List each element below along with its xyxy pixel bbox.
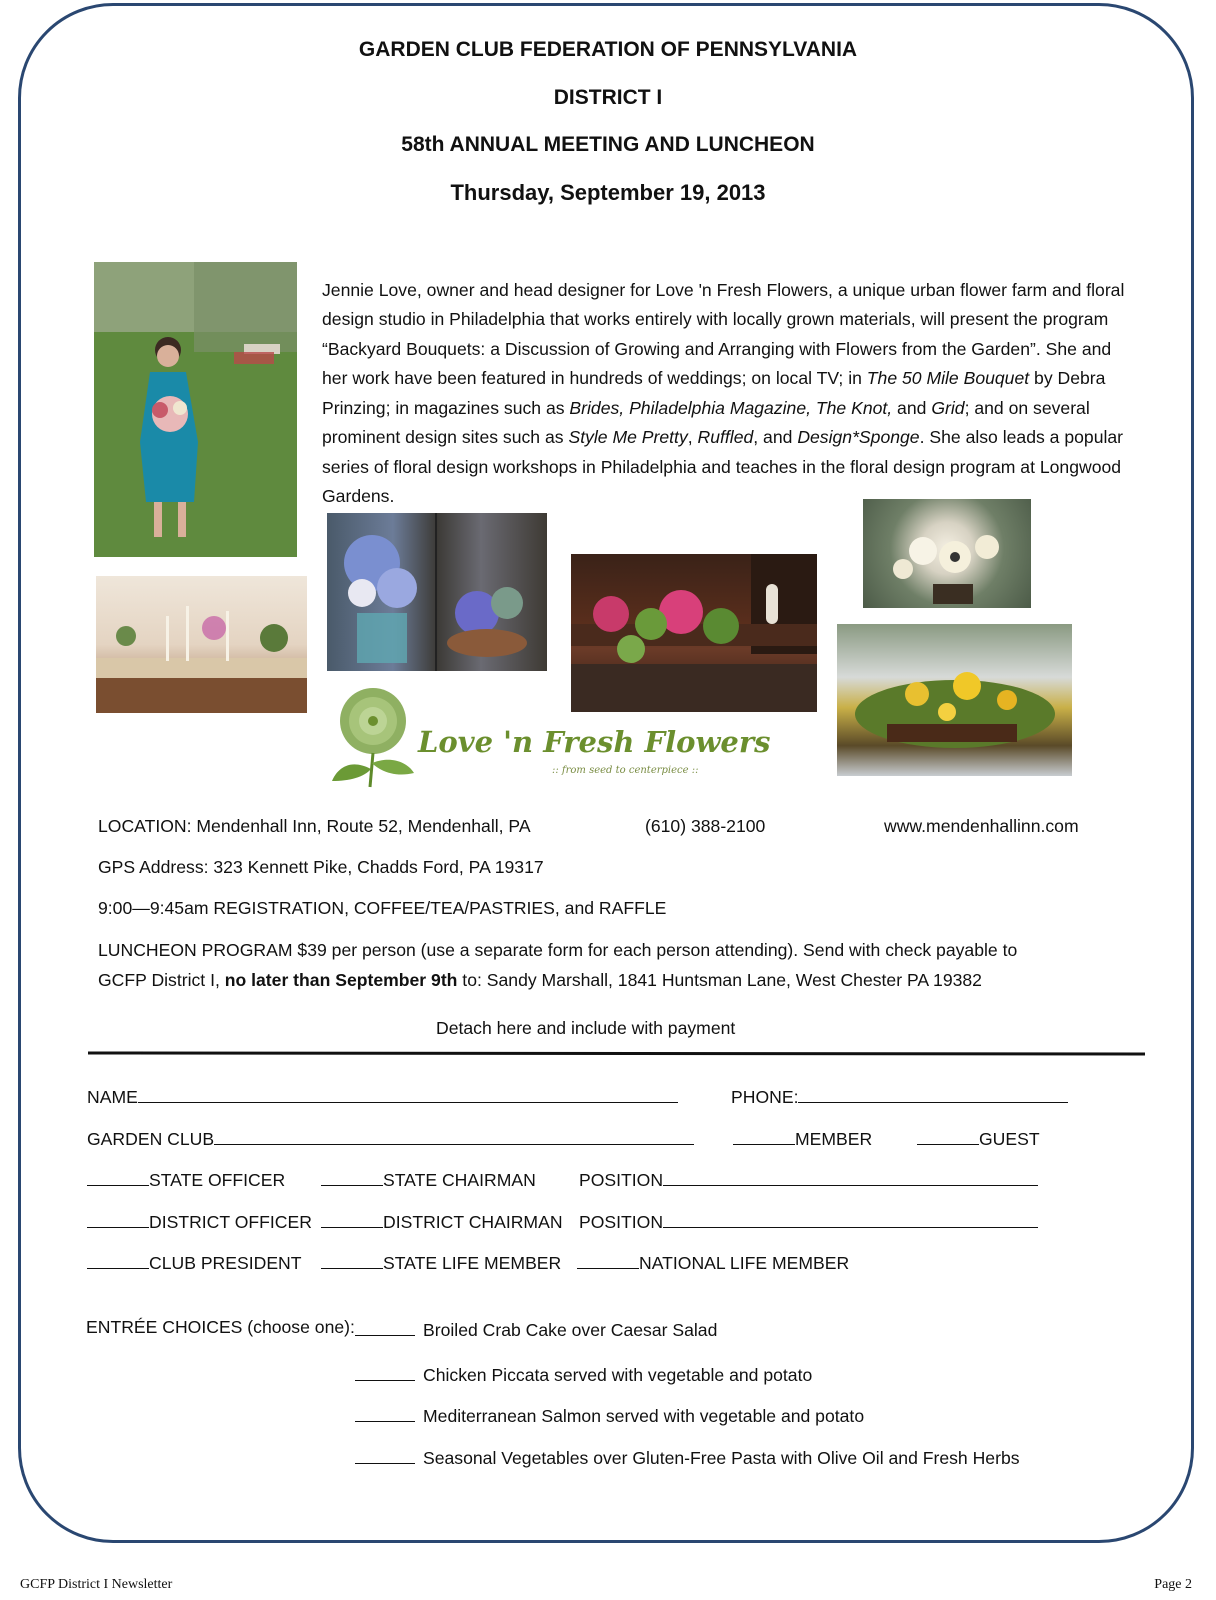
- website-link[interactable]: www.mendenhallinn.com: [884, 816, 1079, 836]
- state-chairman-checkbox[interactable]: STATE CHAIRMAN: [321, 1167, 536, 1191]
- name-field[interactable]: NAME: [87, 1084, 678, 1108]
- speaker-bio: Jennie Love, owner and head designer for Love 'n Fresh Flowers, a unique urban flower farm and floral design studio in Philadelphia that works entirely with locally grown materials, will present the program “Backyard Bouquets: a Discussion of Growing and Arranging with Flowers from the Garden”. She and her work have been featured in hundreds of weddings; on local TV; in The 50 Mile Bouquet by Debra Prinzing; in magazines such as Brides, Philadelphia Magazine, The Knot, and Grid; and on several prominent design sites such as Style Me Pretty, Ruffled, and Design*Sponge. She also leads a popular series of floral design workshops in Philadelphia and teaches in the floral design program at Longwood Gardens.: [322, 279, 1125, 507]
- footer-newsletter-name: GCFP District I Newsletter: [20, 1577, 173, 1592]
- entree-option[interactable]: Seasonal Vegetables over Gluten-Free Pasta with Olive Oil and Fresh Herbs: [355, 1445, 1020, 1469]
- state-officer-checkbox[interactable]: STATE OFFICER: [87, 1167, 285, 1191]
- district-title: DISTRICT I: [553, 86, 663, 109]
- garden-club-field[interactable]: GARDEN CLUB: [87, 1126, 694, 1150]
- district-position-field[interactable]: POSITION: [579, 1209, 1038, 1233]
- logo-tagline: :: from seed to centerpiece ::: [552, 765, 699, 776]
- guest-checkbox[interactable]: GUEST: [917, 1126, 1040, 1150]
- entree-option[interactable]: Chicken Piccata served with vegetable and potato: [355, 1362, 812, 1386]
- club-president-checkbox[interactable]: CLUB PRESIDENT: [87, 1250, 302, 1274]
- entree-option[interactable]: Mediterranean Salmon served with vegetable and potato: [355, 1403, 864, 1427]
- hydrangea-arrangement-photo: [327, 513, 547, 671]
- entree-option[interactable]: Broiled Crab Cake over Caesar Salad: [355, 1317, 717, 1341]
- registration-text: 9:00—9:45am REGISTRATION, COFFEE/TEA/PASTRIES, and RAFFLE: [98, 898, 667, 918]
- org-title: GARDEN CLUB FEDERATION OF PENNSYLVANIA: [358, 38, 858, 61]
- national-life-member-checkbox[interactable]: NATIONAL LIFE MEMBER: [577, 1250, 849, 1274]
- phone-text: (610) 388-2100: [645, 816, 766, 836]
- yellow-arrangement-photo: [837, 624, 1072, 776]
- luncheon-text-line2: GCFP District I, no later than September 9th to: Sandy Marshall, 1841 Huntsman Lane, West Chester PA 19382: [98, 970, 982, 990]
- table-centerpiece-photo: [96, 576, 307, 713]
- state-position-field[interactable]: POSITION: [579, 1167, 1038, 1191]
- district-officer-checkbox[interactable]: DISTRICT OFFICER: [87, 1209, 312, 1233]
- event-date: Thursday, September 19, 2013: [450, 180, 766, 205]
- speaker-portrait-photo: [94, 262, 297, 557]
- detach-instruction: Detach here and include with payment: [436, 1018, 736, 1038]
- page-number: Page 2: [1154, 1577, 1192, 1592]
- state-life-member-checkbox[interactable]: STATE LIFE MEMBER: [321, 1250, 561, 1274]
- location-text: LOCATION: Mendenhall Inn, Route 52, Mendenhall, PA: [98, 816, 531, 836]
- mantel-flowers-photo: [571, 554, 817, 712]
- phone-field[interactable]: PHONE:: [731, 1084, 1068, 1108]
- district-chairman-checkbox[interactable]: DISTRICT CHAIRMAN: [321, 1209, 563, 1233]
- event-title: 58th ANNUAL MEETING AND LUNCHEON: [401, 133, 815, 156]
- white-flowers-photo: [863, 499, 1031, 608]
- flower-logo-icon: [328, 683, 418, 788]
- member-checkbox[interactable]: MEMBER: [733, 1126, 872, 1150]
- logo-wordmark: Love 'n Fresh Flowers: [418, 725, 771, 759]
- luncheon-text-line1: LUNCHEON PROGRAM $39 per person (use a separate form for each person attending). Send with check payable to: [98, 940, 1018, 960]
- entree-label: ENTRÉE CHOICES (choose one):: [86, 1317, 355, 1337]
- gps-address: GPS Address: 323 Kennett Pike, Chadds Ford, PA 19317: [98, 857, 544, 877]
